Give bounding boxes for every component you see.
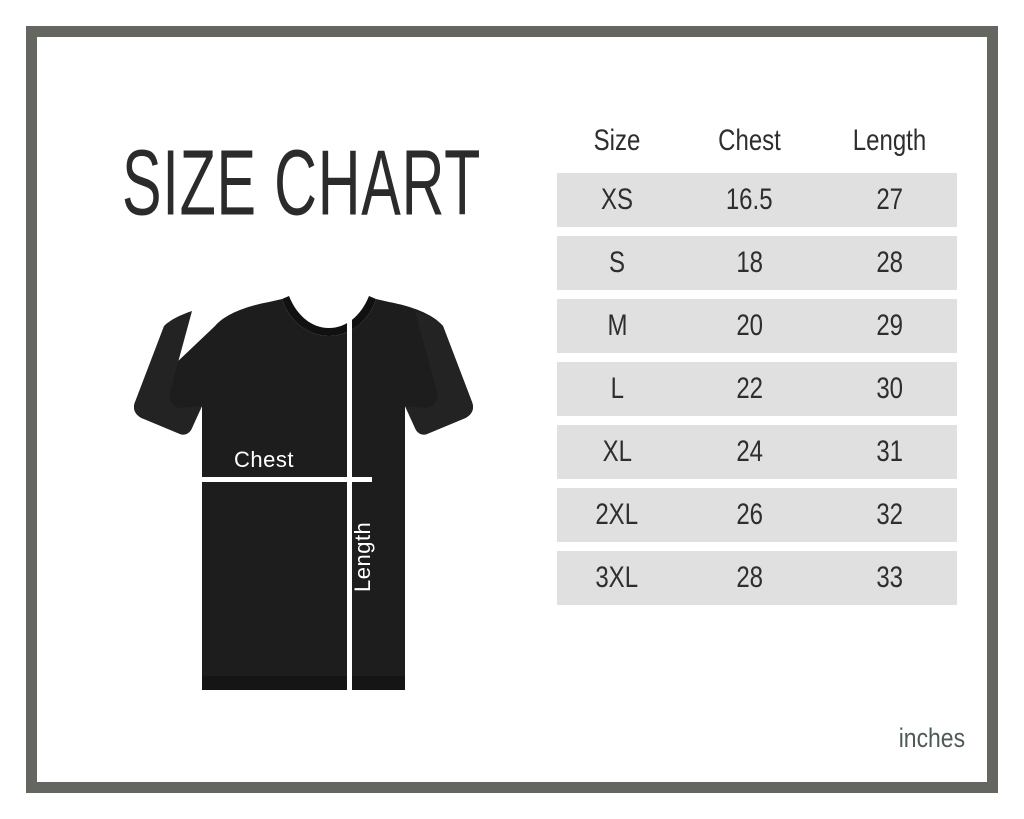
cell-length-value: 31: [876, 435, 903, 468]
frame-inner: [37, 37, 987, 782]
cell-size-value: M: [607, 309, 627, 342]
table-row: [557, 362, 957, 416]
cell-chest: [677, 425, 822, 479]
cell-chest: [677, 173, 822, 227]
cell-length-value: 28: [876, 246, 903, 279]
cell-size-value: S: [608, 246, 625, 279]
cell-length-value: 29: [876, 309, 903, 342]
table-row: [557, 425, 957, 479]
cell-size-value: 2XL: [595, 498, 639, 531]
tshirt-illustration: [97, 282, 517, 722]
cell-size-value: L: [610, 372, 624, 405]
cell-chest: [677, 362, 822, 416]
cell-length-value: 32: [876, 498, 903, 531]
cell-length: [822, 488, 957, 542]
table-header: [557, 124, 957, 164]
size-table-panel: [557, 115, 967, 753]
cell-chest-value: 20: [736, 309, 763, 342]
cell-size-value: XL: [602, 435, 632, 468]
cell-chest-value: 28: [736, 561, 763, 594]
cell-length: [822, 299, 957, 353]
cell-size: [557, 299, 677, 353]
table-row: [557, 551, 957, 605]
illustration-panel: [97, 97, 547, 747]
table-body: [557, 173, 957, 605]
cell-size-value: 3XL: [595, 561, 639, 594]
column-header-size: Size: [593, 124, 641, 157]
cell-size: [557, 488, 677, 542]
table-row: [557, 236, 957, 290]
table-row: [557, 299, 957, 353]
cell-chest-value: 26: [736, 498, 763, 531]
cell-length: [822, 425, 957, 479]
size-table: [557, 115, 957, 614]
cell-size: [557, 362, 677, 416]
cell-size-value: XS: [600, 183, 634, 216]
chest-measure-label: Chest: [234, 447, 294, 472]
column-header-length: Length: [852, 124, 927, 157]
table-row: [557, 488, 957, 542]
tshirt-icon: [97, 282, 517, 722]
table-row: [557, 173, 957, 227]
cell-chest: [677, 488, 822, 542]
cell-length: [822, 236, 957, 290]
column-header-chest: Chest: [718, 124, 781, 157]
cell-chest-value: 24: [736, 435, 763, 468]
cell-size: [557, 236, 677, 290]
cell-length-value: 27: [876, 183, 903, 216]
cell-length-value: 33: [876, 561, 903, 594]
cell-chest: [677, 236, 822, 290]
page-title: SIZE CHART: [122, 131, 482, 236]
units-label: inches: [898, 723, 965, 753]
cell-chest-value: 18: [736, 246, 763, 279]
cell-length-value: 30: [876, 372, 903, 405]
cell-length: [822, 551, 957, 605]
cell-size: [557, 425, 677, 479]
outer-frame: [26, 26, 998, 793]
cell-size: [557, 551, 677, 605]
cell-chest-value: 22: [736, 372, 763, 405]
cell-length: [822, 173, 957, 227]
length-measure-label: Length: [350, 521, 375, 592]
cell-size: [557, 173, 677, 227]
cell-chest: [677, 551, 822, 605]
cell-chest: [677, 299, 822, 353]
table-header-row: [557, 124, 957, 164]
cell-chest-value: 16.5: [726, 183, 773, 216]
cell-length: [822, 362, 957, 416]
